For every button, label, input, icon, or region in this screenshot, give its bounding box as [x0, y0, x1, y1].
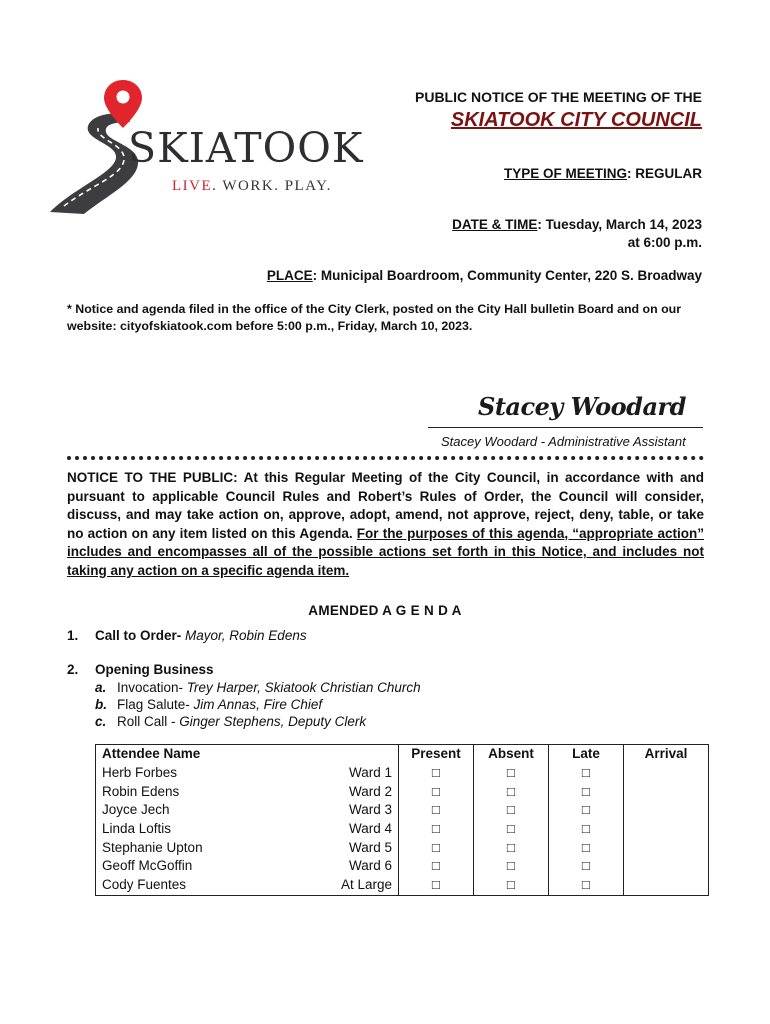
present-checkbox[interactable]: □: [399, 764, 474, 783]
header-present: Present: [399, 745, 474, 764]
arrival-cell: [624, 764, 709, 783]
filing-note: * Notice and agenda filed in the office of the City Clerk, posted on the City Hall bulletin Board and on our website: cityofskiatook.com before 5:00 p.m., Friday, March 10, 2023.: [67, 302, 682, 333]
agenda-item-number: 2.: [67, 662, 79, 677]
present-checkbox[interactable]: □: [399, 782, 474, 801]
table-row: [96, 876, 709, 895]
agenda-item-number: 1.: [67, 628, 79, 643]
table-row: [96, 764, 709, 783]
late-checkbox[interactable]: □: [549, 820, 624, 839]
late-checkbox[interactable]: □: [549, 801, 624, 820]
agenda-item-opening-business: Opening Business: [95, 662, 214, 677]
logo-wordmark: SKIATOOK: [128, 124, 364, 172]
present-checkbox[interactable]: □: [399, 876, 474, 895]
late-checkbox[interactable]: □: [549, 838, 624, 857]
absent-checkbox[interactable]: □: [474, 801, 549, 820]
attendee-ward: Ward 5: [320, 838, 399, 857]
attendance-table: [95, 744, 709, 896]
arrival-cell: [624, 801, 709, 820]
late-checkbox[interactable]: □: [549, 876, 624, 895]
arrival-cell: [624, 782, 709, 801]
absent-checkbox[interactable]: □: [474, 782, 549, 801]
attendee-name: Robin Edens: [96, 782, 321, 801]
table-row: [96, 782, 709, 801]
notice-heading: PUBLIC NOTICE OF THE MEETING OF THE: [415, 89, 702, 105]
present-checkbox[interactable]: □: [399, 857, 474, 876]
present-checkbox[interactable]: □: [399, 801, 474, 820]
signature: Stacey Woodard: [478, 392, 686, 421]
present-checkbox[interactable]: □: [399, 838, 474, 857]
absent-checkbox[interactable]: □: [474, 857, 549, 876]
logo-tagline: LIVE. WORK. PLAY.: [172, 178, 332, 194]
attendee-ward: Ward 1: [320, 764, 399, 783]
late-checkbox[interactable]: □: [549, 857, 624, 876]
sub-item-flag-salute: b. Flag Salute- Jim Annas, Fire Chief: [95, 697, 323, 712]
attendee-name: Joyce Jech: [96, 801, 321, 820]
table-row: [96, 838, 709, 857]
header-late: Late: [549, 745, 624, 764]
attendee-ward: Ward 6: [320, 857, 399, 876]
absent-checkbox[interactable]: □: [474, 820, 549, 839]
agenda-title: AMENDED A G E N D A: [308, 603, 462, 618]
attendee-ward: At Large: [320, 876, 399, 895]
absent-checkbox[interactable]: □: [474, 764, 549, 783]
signature-caption: Stacey Woodard - Administrative Assistant: [441, 434, 686, 449]
arrival-cell: [624, 876, 709, 895]
public-notice: NOTICE TO THE PUBLIC: At this Regular Meeting of the City Council, in accordance with and pursuant to applicable Council Rules and Robert’s Rules of Order, the Council will consider, discuss, and may take action on, approve, adopt, amend, not approve, reject, deny, table, or take no action on any item listed on this Agenda. For the purposes of this agenda, “appropriate action” includes and encompasses all of the possible actions set forth in this Notice, and includes not taking any action on a specific agenda item.: [67, 470, 704, 578]
arrival-cell: [624, 838, 709, 857]
council-name: SKIATOOK CITY COUNCIL: [450, 109, 702, 131]
absent-checkbox[interactable]: □: [474, 876, 549, 895]
attendee-name: Cody Fuentes: [96, 876, 321, 895]
absent-checkbox[interactable]: □: [474, 838, 549, 857]
header-arrival: Arrival: [624, 745, 709, 764]
late-checkbox[interactable]: □: [549, 782, 624, 801]
sub-item-invocation: a. Invocation- Trey Harper, Skiatook Christian Church: [95, 680, 421, 695]
road-graphic: [50, 113, 138, 214]
arrival-cell: [624, 857, 709, 876]
table-row: [96, 820, 709, 839]
table-header-row: [96, 745, 709, 764]
agenda-item-call-to-order: Call to Order- Mayor, Robin Edens: [95, 628, 307, 643]
attendee-ward: Ward 4: [320, 820, 399, 839]
table-row: [96, 857, 709, 876]
meeting-time: at 6:00 p.m.: [627, 235, 702, 250]
attendee-name: Linda Loftis: [96, 820, 321, 839]
dotted-divider: [67, 456, 704, 460]
meeting-date: DATE & TIME: Tuesday, March 14, 2023: [452, 217, 702, 232]
late-checkbox[interactable]: □: [549, 764, 624, 783]
attendee-name: Herb Forbes: [96, 764, 321, 783]
header-absent: Absent: [474, 745, 549, 764]
meeting-place: PLACE: Municipal Boardroom, Community Center, 220 S. Broadway: [266, 268, 702, 283]
sub-item-roll-call: c. Roll Call - Ginger Stephens, Deputy Clerk: [95, 714, 367, 729]
present-checkbox[interactable]: □: [399, 820, 474, 839]
attendee-name: Stephanie Upton: [96, 838, 321, 857]
attendee-ward: Ward 3: [320, 801, 399, 820]
signature-line: [428, 427, 703, 428]
header-ward: [320, 745, 399, 764]
table-row: [96, 801, 709, 820]
header-attendee-name: Attendee Name: [96, 745, 321, 764]
attendee-ward: Ward 2: [320, 782, 399, 801]
attendee-name: Geoff McGoffin: [96, 857, 321, 876]
arrival-cell: [624, 820, 709, 839]
meeting-type: TYPE OF MEETING: REGULAR: [503, 166, 702, 181]
